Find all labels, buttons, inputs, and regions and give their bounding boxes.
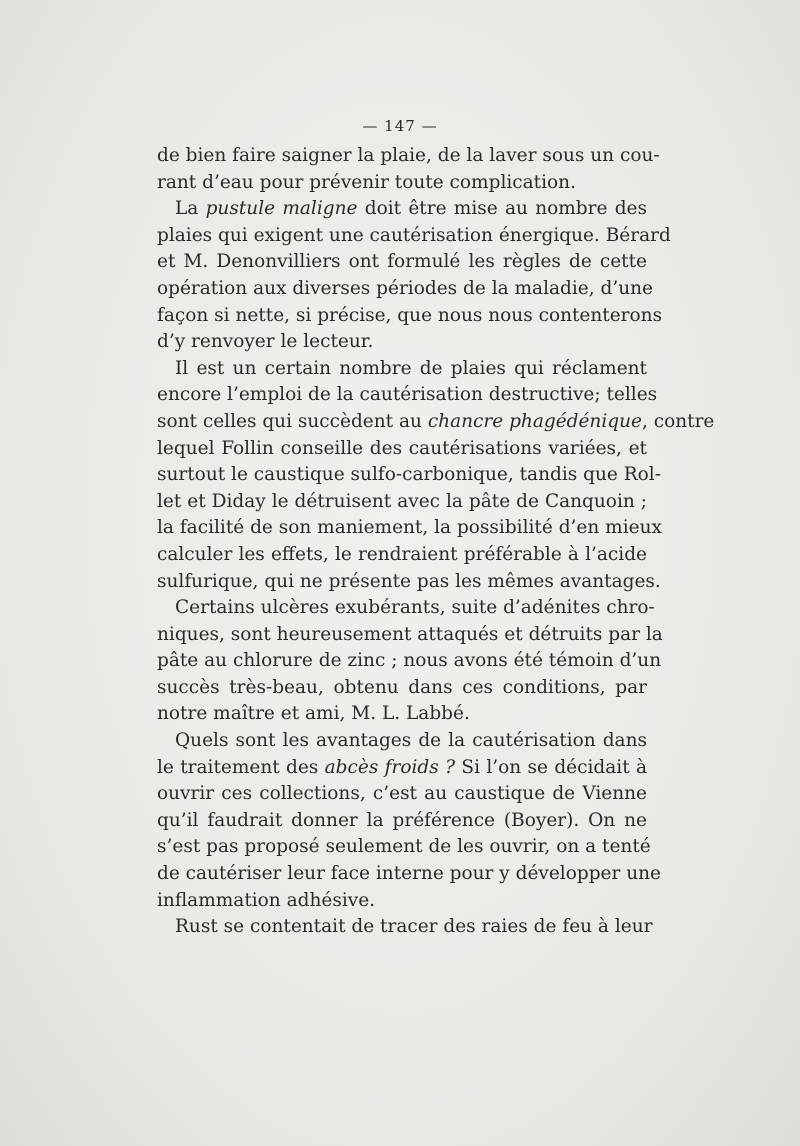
text-line: sulfurique, qui ne présente pas les mêmes avantages.	[157, 570, 661, 592]
text-line: rant d’eau pour prévenir toute complication.	[157, 171, 576, 193]
text-line: calculer les effets, le rendraient préférable à l’acide	[157, 543, 647, 565]
italic-term: chancre phagédénique	[427, 410, 642, 432]
text-line: ouvrir ces collections, c’est au caustique de Vienne	[157, 783, 647, 805]
italic-term: abcès froids ?	[324, 756, 456, 778]
text-line: Certains ulcères exubérants, suite d’adénites chro-	[175, 597, 655, 619]
text-line: de cautériser leur face interne pour y développer une	[157, 863, 661, 885]
text-line: d’y renvoyer le lecteur.	[157, 331, 374, 353]
text-line: qu’il faudrait donner la préférence (Boyer). On ne	[157, 809, 647, 831]
text-line: façon si nette, si précise, que nous nous contenterons	[157, 304, 663, 326]
text-line: niques, sont heureusement attaqués et détruits par la	[157, 623, 663, 645]
text-line: lequel Follin conseille des cautérisations variées, et	[157, 437, 647, 459]
text-line: let et Diday le détruisent avec la pâte de Canquoin ;	[157, 490, 647, 512]
text-line: surtout le caustique sulfo-carbonique, tandis que Rol-	[157, 464, 661, 486]
text-line: sont celles qui succèdent au chancre phagédénique, contre	[157, 410, 715, 432]
page-number: — 147 —	[362, 117, 438, 135]
text-line: pâte au chlorure de zinc ; nous avons été témoin d’un	[157, 650, 662, 672]
body-text	[157, 143, 715, 941]
text-line: plaies qui exigent une cautérisation énergique. Bérard	[157, 224, 671, 246]
italic-term: pustule maligne	[205, 198, 358, 220]
text-line: le traitement des abcès froids ? Si l’on se décidait à	[157, 756, 648, 778]
text-line: notre maître et ami, M. L. Labbé.	[157, 703, 470, 725]
text-line: opération aux diverses périodes de la maladie, d’une	[157, 277, 654, 299]
text-line: de bien faire saigner la plaie, de la laver sous un cou-	[157, 145, 660, 166]
text-line: Il est un certain nombre de plaies qui réclament	[175, 357, 647, 379]
text-line: Quels sont les avantages de la cautérisation dans	[175, 730, 647, 752]
text-line: et M. Denonvilliers ont formulé les règles de cette	[157, 251, 647, 273]
text-line: la facilité de son maniement, la possibilité d’en mieux	[157, 517, 662, 539]
text-line: Rust se contentait de tracer des raies de feu à leur	[175, 916, 653, 938]
text-line: encore l’emploi de la cautérisation destructive; telles	[157, 384, 658, 406]
text-line: succès très-beau, obtenu dans ces conditions, par	[157, 676, 647, 698]
text-line: s’est pas proposé seulement de les ouvrir, on a tenté	[157, 836, 651, 858]
text-line: La pustule maligne doit être mise au nombre des	[175, 198, 647, 220]
text-line: inflammation adhésive.	[157, 889, 376, 911]
